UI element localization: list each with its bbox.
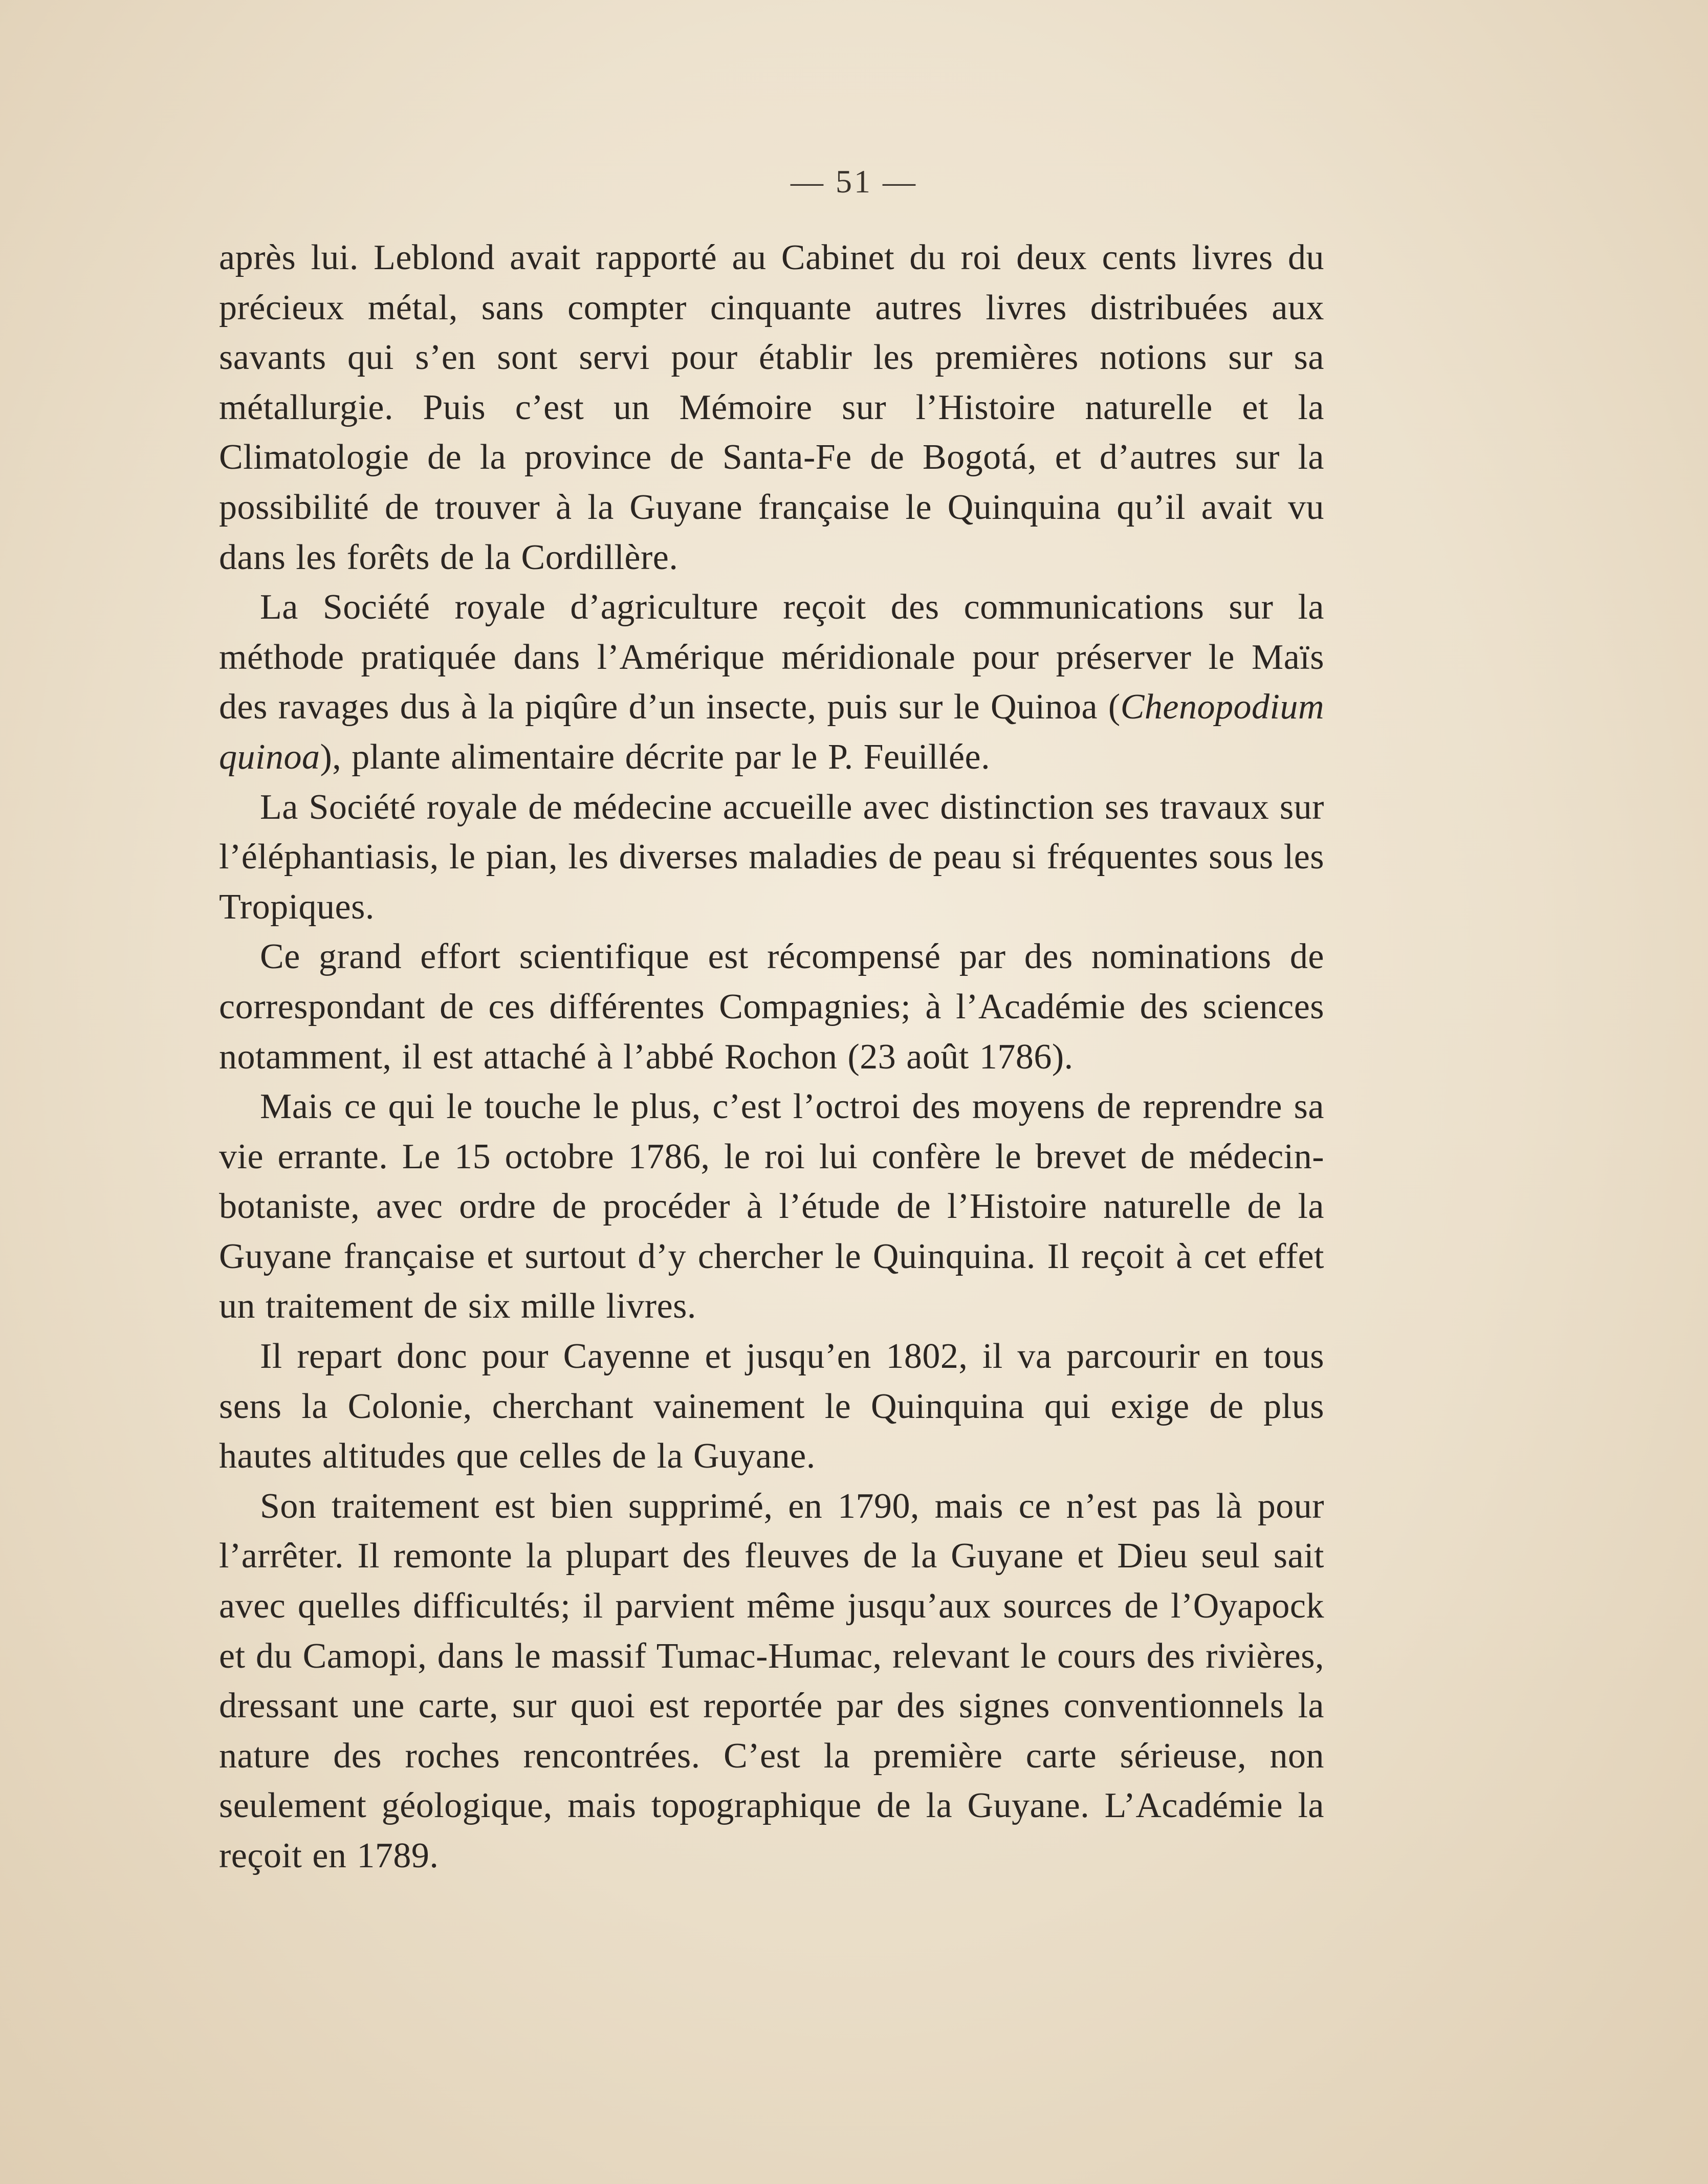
paragraph-1: après lui. Leblond avait rapporté au Cabinet du roi deux cents livres du précieux métal, sans compter cinquante autres livres distribuées aux savants qui s’en sont servi pour établir les premières notions sur sa métallurgie. Puis c’est un Mémoire sur l’Histoire naturelle et la Climatologie de la province de Santa-Fe de Bogotá, et d’autres sur la possibilité de trouver à la Guyane française le Quinquina qu’il avait vu dans les forêts de la Cordillère. <box>219 238 1324 577</box>
page-number: — 51 — <box>791 163 917 200</box>
paragraph-3: La Société royale de médecine accueille avec distinction ses travaux sur l’éléphantiasis, le pian, les diverses maladies de peau si fréquentes sous les Tropiques. <box>219 787 1324 927</box>
paragraph-7: Son traitement est bien supprimé, en 1790, mais ce n’est pas là pour l’arrêter. Il remonte la plupart des fleuves de la Guyane et Dieu seul sait avec quelles difficultés; il parvient même jusqu’aux sources de l’Oyapock et du Camopi, dans le massif Tumac-Humac, relevant le cours des rivières, dressant une carte, sur quoi est reportée par des signes conventionnels la nature des roches rencontrées. C’est la première carte sérieuse, non seulement géologique, mais topographique de la Guyane. L’Académie la reçoit en 1789. <box>219 1486 1324 1875</box>
paragraph-2-before: La Société royale d’agriculture reçoit des communications sur la méthode pratiquée dans l’Amérique méridionale pour préserver le Maïs des ravages dus à la piqûre d’un insecte, puis sur le Quinoa ( <box>219 587 1324 727</box>
body-text <box>219 233 1324 1881</box>
paragraph-5: Mais ce qui le touche le plus, c’est l’octroi des moyens de reprendre sa vie errante. Le 15 octobre 1786, le roi lui confère le brevet de médecin-botaniste, avec ordre de procéder à l’étude de l’Histoire naturelle de la Guyane française et surtout d’y chercher le Quinquina. Il reçoit à cet effet un traitement de six mille livres. <box>219 1087 1324 1326</box>
paragraph-2-after: ), plante alimentaire décrite par le P. Feuillée. <box>320 737 991 777</box>
paragraph-2-italic-species: Chenopodium quinoa <box>219 687 1324 777</box>
paragraph-6: Il repart donc pour Cayenne et jusqu’en 1802, il va parcourir en tous sens la Colonie, cherchant vainement le Quinquina qui exige de plus hautes altitudes que celles de la Guyane. <box>219 1337 1324 1476</box>
paragraph-4: Ce grand effort scientifique est récompensé par des nominations de correspondant de ces différentes Compagnies; à l’Académie des sciences notamment, il est attaché à l’abbé Rochon (23 août 1786). <box>219 937 1324 1077</box>
paragraph-2 <box>219 582 1324 782</box>
